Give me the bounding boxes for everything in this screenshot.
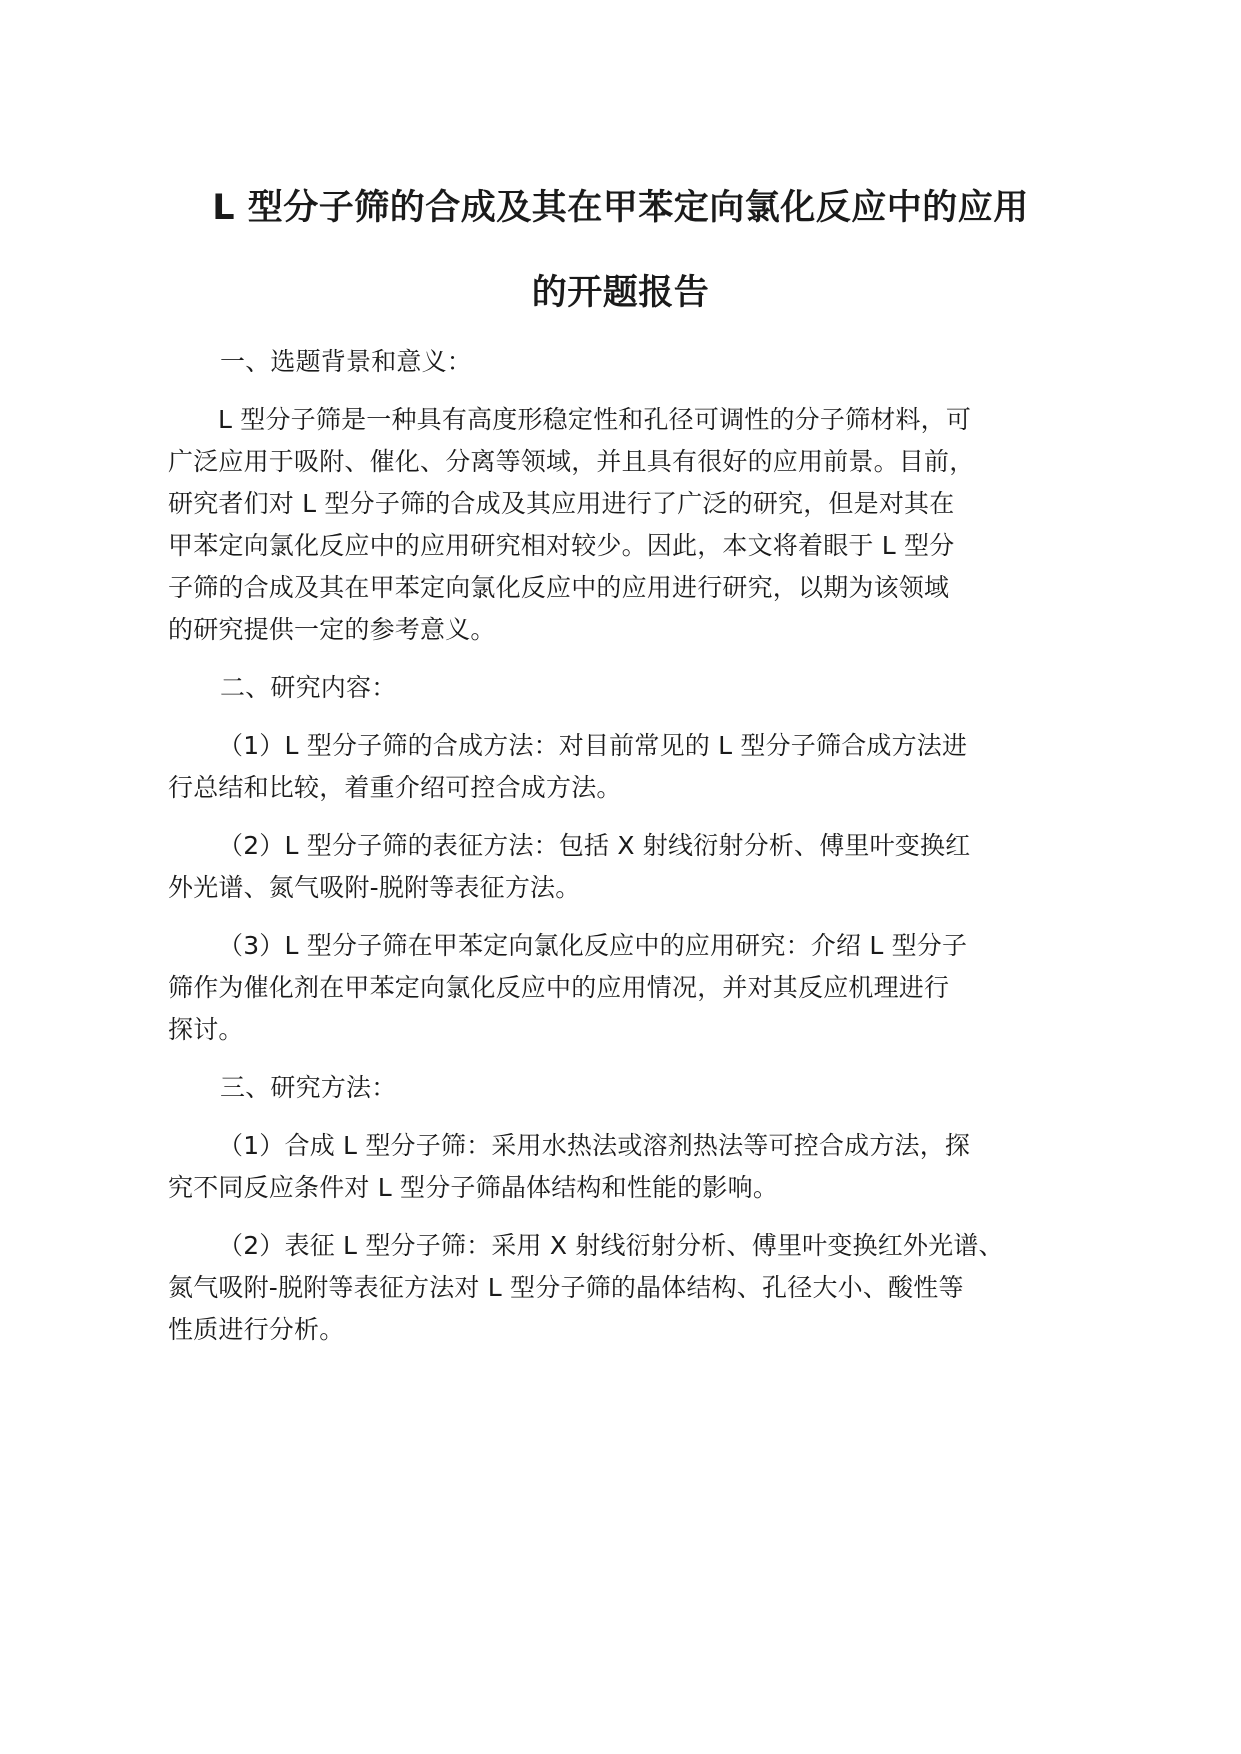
- section-heading-methods: 三、研究方法：: [220, 1073, 397, 1102]
- document-title-line-1: L 型分子筛的合成及其在甲苯定向氯化反应中的应用: [212, 188, 1029, 228]
- list-item-line: 行总结和比较，着重介绍可控合成方法。: [168, 773, 622, 802]
- list-item-line: （2）L 型分子筛的表征方法：包括 X 射线衍射分析、傅里叶变换红: [218, 831, 971, 860]
- list-item-line: 氮气吸附-脱附等表征方法对 L 型分子筛的晶体结构、孔径大小、酸性等: [168, 1273, 964, 1302]
- list-item-line: 外光谱、氮气吸附-脱附等表征方法。: [168, 873, 581, 902]
- list-item-line: 探讨。: [168, 1015, 244, 1044]
- section-heading-background: 一、选题背景和意义：: [220, 347, 473, 376]
- list-item-line: 性质进行分析。: [168, 1315, 345, 1344]
- paragraph-line: 甲苯定向氯化反应中的应用研究相对较少。因此，本文将着眼于 L 型分: [168, 531, 955, 560]
- list-item-line: （1）L 型分子筛的合成方法：对目前常见的 L 型分子筛合成方法进: [218, 731, 968, 760]
- document-title-line-2: 的开题报告: [531, 273, 710, 313]
- paragraph-line: 广泛应用于吸附、催化、分离等领域，并且具有很好的应用前景。目前，: [168, 447, 975, 476]
- paragraph-line: 研究者们对 L 型分子筛的合成及其应用进行了广泛的研究，但是对其在: [168, 489, 955, 518]
- list-item-line: （3）L 型分子筛在甲苯定向氯化反应中的应用研究：介绍 L 型分子: [218, 931, 968, 960]
- paragraph-line: 的研究提供一定的参考意义。: [168, 615, 496, 644]
- paragraph-line: L 型分子筛是一种具有高度形稳定性和孔径可调性的分子筛材料，可: [218, 405, 972, 434]
- section-heading-content: 二、研究内容：: [220, 673, 397, 702]
- list-item-line: （1）合成 L 型分子筛：采用水热法或溶剂热法等可控合成方法，探: [218, 1131, 971, 1160]
- list-item-line: 筛作为催化剂在甲苯定向氯化反应中的应用情况，并对其反应机理进行: [168, 973, 950, 1002]
- list-item-line: 究不同反应条件对 L 型分子筛晶体结构和性能的影响。: [168, 1173, 779, 1202]
- paragraph-line: 子筛的合成及其在甲苯定向氯化反应中的应用进行研究，以期为该领域: [168, 573, 950, 602]
- list-item-line: （2）表征 L 型分子筛：采用 X 射线衍射分析、傅里叶变换红外光谱、: [218, 1231, 1004, 1260]
